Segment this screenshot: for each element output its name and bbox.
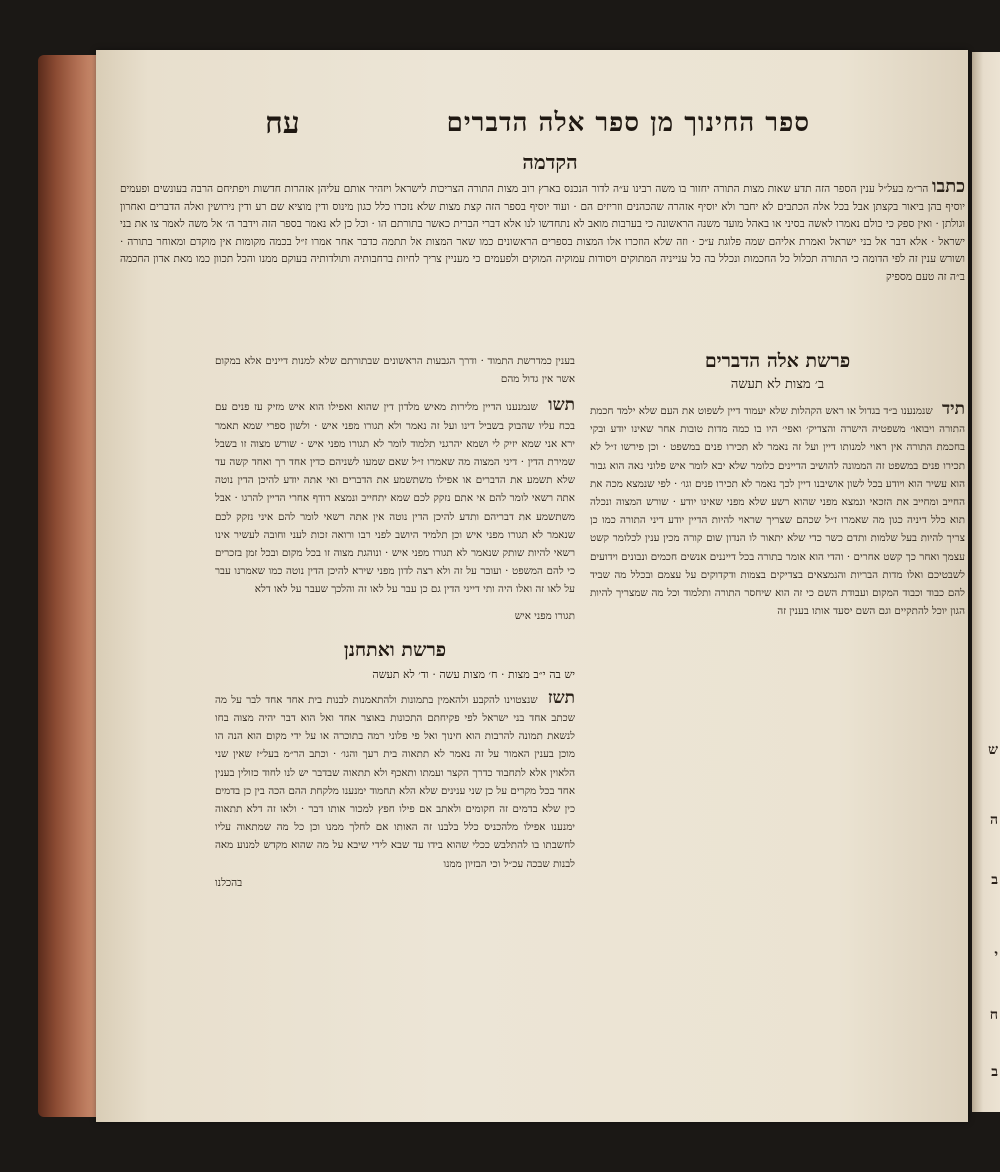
running-header: [160, 100, 810, 146]
intro-paragraph: [120, 178, 965, 338]
intro-body: הר״מ בעל״ל ענין הספר הזה תדע שאות מצות התורה יחזור בו משה רבינו ע״ה לדור הנכנס בארץ רוב מצות התורה הצריכות לישראל ויזהיר אותם עליהן אזהרות חדשות ויפתיחם הרבה בעונשים ופעמים יוסיף בהן ביאור בקצתן אבל בכל אלה הכתבים לא יחבר ולא יוסיף אזהרה שהכהנים וזריזים הם · ועוד יוסיף בספר הזה קצת מצות שלא נזכרו כלל כגון מינוס ודין מוציא שם רע ודין נירושין ואלה הדברים ואחרון וגולתן · ואין ספק כי כולם נאמרו לאשה בסיני או באהל מועד משנה הראשונה כי בערבות מואב לא נתחדשו לנו אלא דברי הברית כאשר בתורתם הו · וכל כן לא נאמר בספר הזה וידבר ה׳ אל משה לאמר צו את בני ישראל · אלא דבר אל בני ישראל ואמרת אליהם שמה פלוגת ע״כ · וזה שלא הוזכרו אלו המצות בספרים הראשונים כמו שאר המצות אל תתמה כדבר אחר אמרו ז״ל בכמה מקומות אין מוקדם ומאוחר בתורה · ושורש ענין זה לפי הדומה כי התורה תכלול כל החכמות ונכלל בה כל ענייניה המתוקים ויסודות עמוקיה המוקים ולפעמים כי מעניין צריך לחיות ברחבותיה ותולדותיה בעוקם ממנו והכל תכוון כמו מאת אדון החכמה ב״ה זה טעם מספיק: [120, 183, 965, 283]
facing-page-fragment: י: [994, 947, 998, 963]
folio-number: עח: [265, 105, 300, 141]
commandment-number: תשז: [547, 687, 575, 708]
commandment-body: שנמנענו הדיין מלירות מאיש מלדון דין שהוא ואפילו הוא איש מזיק עז פנים עם בכח עליו שהבוק בשביל דינו ועל זה נאמר ולא תגורו מפני איש · ולשון ספרי שמא תאמר ירא אני שמא יזיק לי ושמא יהרגני תלמוד לומר לא תגורו מפני איש · שורש מצוה זו בשבל שמירת הדין · דיני המצוה מה שאמרו ז״ל שאם שמעו לשניהם כדין אחד רך ואחד קשה עד שלא תשמע את הדברים או אפילו משתשמע את הדברים ואי אתה יודע להיכן הדין נוטה אתה רשאי לומר להם אי אתם נזקק לכם שמא יתחייב ונמצא רודף אחרי הדיין להרגו · אבל משתשמע את דבריהם ותדע להיכן הדין נוטה אין אתה רשאי לומר להם איני נזקק לכם שנאמר לא תגורו מפני איש וכן תלמיד היושב לפני רבו ורואה זכות לעני וחובה לעשיר אינו רשאי להיות שותק שנאמר לא תגורו מפני איש · ונוהגת מצוה זו בכל מקום ובכל זמן בזכרים כי להם המשפט · ועובר על זה ולא רצה לדון מפני שירא להיכן הדין נוטה כמו שאמרנו עבר על לאו זה ואלו היה ותי דייני הדין גם כן עבר על לאו זה והלכך שעבר על לאו דלא: [215, 401, 575, 596]
commandment-paragraph: [590, 400, 965, 620]
right-column: [590, 350, 965, 1000]
intro-opener-word: כתבו: [931, 178, 965, 197]
section-title: פרשת ואתחנן: [343, 638, 447, 661]
section-subtitle: ב׳ מצות לא תעשה: [730, 377, 825, 392]
commandment-number: תיד: [941, 399, 965, 419]
commandment-number: תשו: [548, 395, 575, 416]
continued-paragraph: בענין כמדרשת התמוד · ודרך הגבעות הראשונים שבתורתם שלא למנות דיינים אלא במקום אשר אין גדול מהם: [215, 355, 575, 386]
left-column: [215, 352, 575, 1052]
facing-page-fragment: ח: [989, 1007, 998, 1023]
facing-page-fragment: ש: [988, 742, 998, 758]
section-title: פרשת אלה הדברים: [704, 350, 851, 372]
running-title: ספר החינוך מן ספר אלה הדברים: [446, 108, 810, 138]
section-vaetchanan: [215, 639, 575, 889]
paragraph-tail: תגורו מפני איש: [514, 609, 575, 622]
facing-page-edge: [972, 52, 1000, 1112]
facing-page-fragment: ב: [991, 872, 998, 888]
catchword: בהכלנו: [215, 876, 243, 889]
commandment-paragraph: [215, 689, 575, 873]
facing-page-fragment: ה: [989, 812, 998, 828]
commandment-body: שנצטוינו להקבע ולהאמין בתמונות ולהתאמנות לבנות בית אחד אחד לבר על מה שכתב אחד בני ישראל לפי פקיחתם התכונות באוצר אחד ואל הוא דבר יהיה מצוה בחו לנשאת תמונה להרבות הוא חינוך ואל פי פלוני רמה בתוכרה או על ידי מקום הוא הנה הו מוכן בענין האמור על זה נאמר לא תתאוה בית רעך והגו׳ · וכתב הר״מ בעל״ז שאין שני הלאוין אלא לתחבוד כדרך הקצר ועמתו ותאכף ולא תתאוה שבדבר יש לנו לחוד כזולין בענין אחד בכל מקרים על כן שני ענינים שלא הלא תחמוד ימנענו מלקחת ההם הכה בין כן בדמים כין שלא בדמים זה חקומים ולאתב אם פילו חפץ למכור אותו דבר · ולאו זה דלא תתאוה ימנענו אפילו מלהכניס כלל בלבנו זה האותו אם לחלך ממנו וכן כל מה שמתאוה עליו לחשבתו בו להתלבש ככלי שהוא בידו עד שבא לידי שיבא על מה שהוא מקדש למנוע מאה לבנות שבכה עכ״ל וכי הבזיון ממנו: [215, 693, 575, 870]
commandment-body: שנמנענו ב״ד בגדול או ראש הקהלות שלא יעמוד דיין לשפוט את העם שלא ילמד חכמת התורה ויבואו׳ משפטיה הישרה והצדיק׳ ואפי׳ היו בו כמה מדות טובות אחר שאינו יודע ובקי בחכמת התורה אין ראוי למנותו דיין ועל זה נאמר לא תכירו פנים במשפט · וכן פירשו ז״ל לא תכירו פנים במשפט זה הממונה להושיב הדיינים כלומר שלא יבא לומר איש פלוני נאה הוא גבור הוא עשיר הוא ויודע בכל לשון אושיבנו דיין לכך נאמר לא תכירו פנים וגו׳ · לפי שנמצא מכה את החייב ומחייב את הזכאי ונמצא מפני שהוא רשע שלא מפני שאינו יודע · שורש המצוה ונכלה תוא כלל דיניה כגון מה שאמרו ז״ל שכהם שצריך שראוי להיות הדיין יודע דיני התורה כמו כן צריך להיות בעל שלמות ותדם כשר כדי שלא יתאור לו הנדון שום קורה מכין ענין לכלומר קשט עצמך ואחר כך קשט אחרים · והדי הוא אומר בתורה בכל דייננים אנשים חכמים ונבונים וידועים לשבטיכם ואלו מדות הבריות והנמצאים בצדיקים בצמות ודקדוקים על עצמם ובכלל מה שביד להם כבוד וכבוד המקום ועבודת השם כי זה הוא שיחסר התורה ותלמוד וכל מה שמצריך להיות הגון יוכל להתקיים וגם השם יסעד אותו בענין זה: [590, 405, 965, 618]
commandment-paragraph: [215, 396, 575, 598]
commandment-count: יש בה י״ב מצות · ח׳ מצות עשה · וד׳ לא תעשה: [372, 667, 575, 681]
intro-title: הקדמה: [522, 150, 578, 174]
facing-page-fragment: ב: [991, 1064, 998, 1080]
